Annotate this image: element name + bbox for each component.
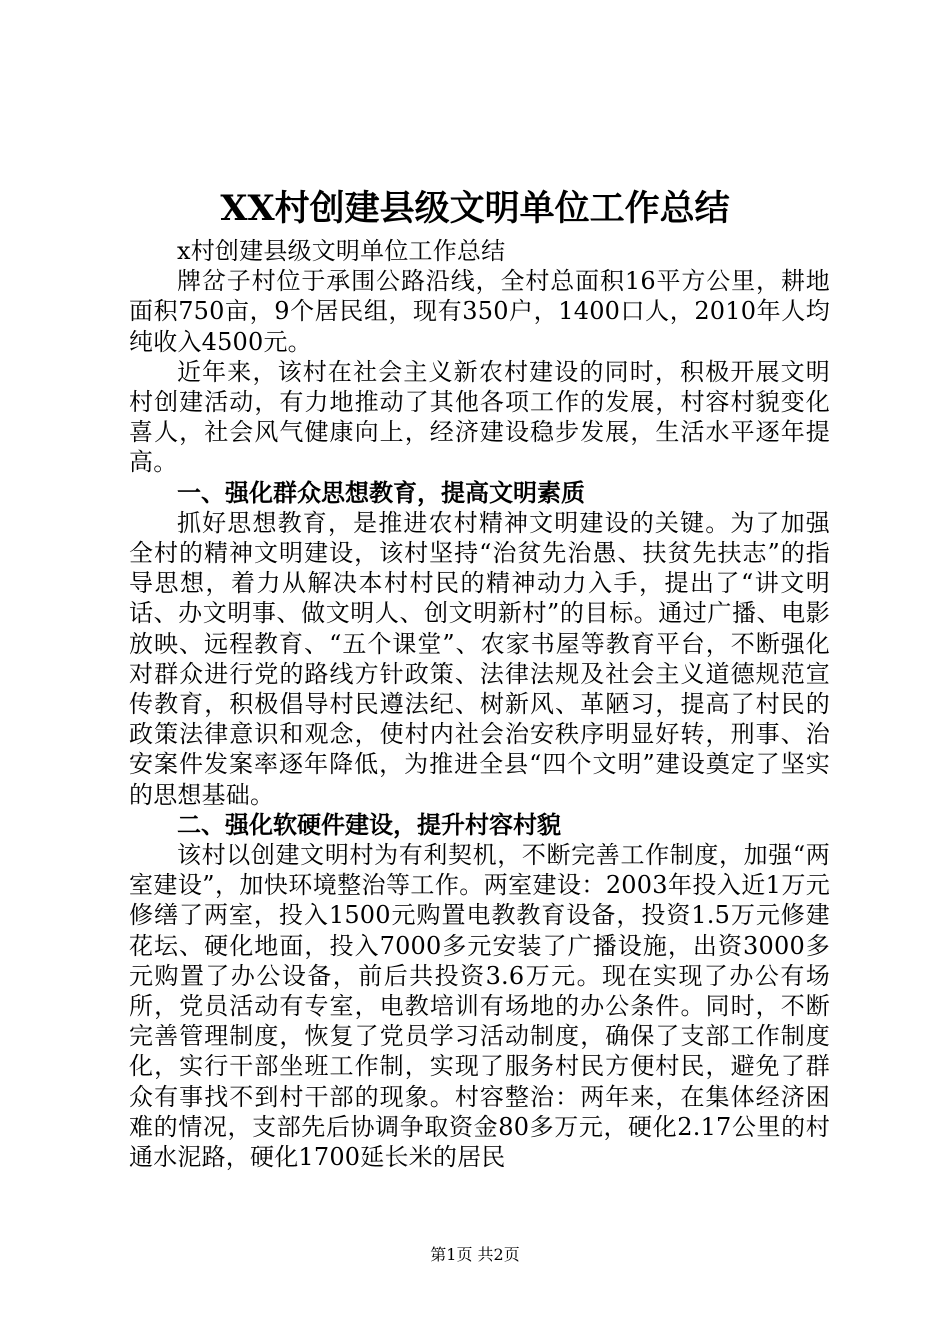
body-paragraph-village-overview: 牌岔子村位于承围公路沿线，全村总面积16平方公里，耕地面积750亩，9个居民组，现有350户，1400口人，2010年人均纯收入4500元。 (129, 267, 830, 356)
document-title: XX村创建县级文明单位工作总结 (220, 188, 730, 229)
body-paragraph-recent-years: 近年来，该村在社会主义新农村建设的同时，积极开展文明村创建活动，有力地推动了其他各项工作的发展，村容村貌变化喜人，社会风气健康向上，经济建设稳步发展，生活水平逐年提高。 (129, 357, 830, 477)
document-body (129, 236, 830, 1172)
body-paragraph-ideological-education: 抓好思想教育，是推进农村精神文明建设的关键。为了加强全村的精神文明建设，该村坚持“治贫先治愚、扶贫先扶志”的指导思想，着力从解决本村村民的精神动力入手，提出了“讲文明话、办文明事、做文明人、创文明新村”的目标。通过广播、电影放映、远程教育、“五个课堂”、农家书屋等教育平台，不断强化对群众进行党的路线方针政策、法律法规及社会主义道德规范宣传教育，积极倡导村民遵法纪、树新风、革陋习，提高了村民的政策法律意识和观念，使村内社会治安秩序明显好转，刑事、治安案件发案率逐年降低，为推进全县“四个文明”建设奠定了坚实的思想基础。 (129, 508, 830, 809)
body-paragraph-infrastructure: 该村以创建文明村为有利契机，不断完善工作制度，加强“两室建设”，加快环境整治等工作。两室建设：2003年投入近1万元修缮了两室，投入1500元购置电教教育设备，投资1.5万元修建花坛、硬化地面，投入7000多元安装了广播设施，出资3000多元购置了办公设备，前后共投资3.6万元。现在实现了办公有场所，党员活动有专室，电教培训有场地的办公条件。同时，不断完善管理制度，恢复了党员学习活动制度，确保了支部工作制度化，实行干部坐班工作制，实现了服务村民方便村民，避免了群众有事找不到村干部的现象。村容整治：两年来，在集体经济困难的情况，支部先后协调争取资金80多万元，硬化2.17公里的村通水泥路，硬化1700延长米的居民 (129, 841, 830, 1172)
body-paragraph-subtitle: x村创建县级文明单位工作总结 (177, 237, 506, 265)
section-heading-infrastructure: 二、强化软硬件建设，提升村容村貌 (177, 810, 561, 839)
section-heading-ideological-education: 一、强化群众思想教育，提高文明素质 (177, 478, 585, 507)
page-footer-indicator: 第1页 共2页 (430, 1245, 520, 1264)
